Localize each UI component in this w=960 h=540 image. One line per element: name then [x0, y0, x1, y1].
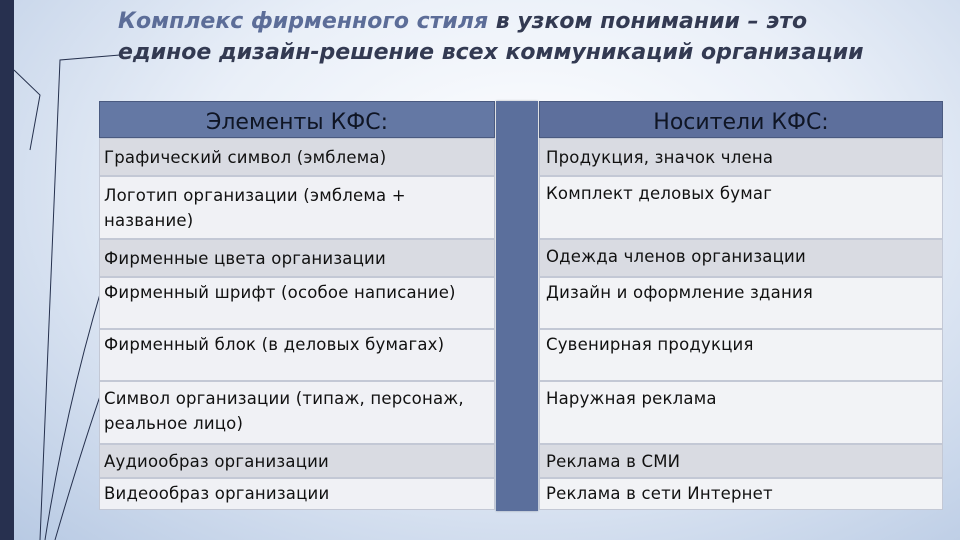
slide-title — [118, 6, 960, 68]
elements-row: Фирменный шрифт (особое написание) — [99, 277, 495, 329]
elements-row: Графический символ (эмблема) — [99, 138, 495, 176]
elements-row: Логотип организации (эмблема + название) — [99, 176, 495, 239]
title-line2: единое дизайн-решение всех коммуникаций организации — [118, 40, 864, 65]
carriers-row: Наружная реклама — [539, 381, 943, 444]
carriers-row: Реклама в сети Интернет — [539, 478, 943, 510]
elements-header: Элементы КФС: — [99, 101, 495, 138]
carriers-column — [539, 101, 943, 510]
middle-divider — [496, 101, 538, 511]
elements-column — [99, 101, 495, 510]
elements-row: Видеообраз организации — [99, 478, 495, 510]
carriers-row: Одежда членов организации — [539, 239, 943, 277]
elements-row: Фирменные цвета организации — [99, 239, 495, 277]
elements-row: Фирменный блок (в деловых бумагах) — [99, 329, 495, 381]
elements-row: Аудиообраз организации — [99, 444, 495, 478]
title-rest: в узком понимании – это — [488, 9, 808, 34]
carriers-row: Дизайн и оформление здания — [539, 277, 943, 329]
title-highlight: Комплекс фирменного стиля — [118, 9, 489, 34]
carriers-row: Реклама в СМИ — [539, 444, 943, 478]
elements-row: Символ организации (типаж, персонаж, реальное лицо) — [99, 381, 495, 444]
carriers-row: Продукция, значок члена — [539, 138, 943, 176]
carriers-header: Носители КФС: — [539, 101, 943, 138]
carriers-row: Комплект деловых бумаг — [539, 176, 943, 239]
carriers-row: Сувенирная продукция — [539, 329, 943, 381]
